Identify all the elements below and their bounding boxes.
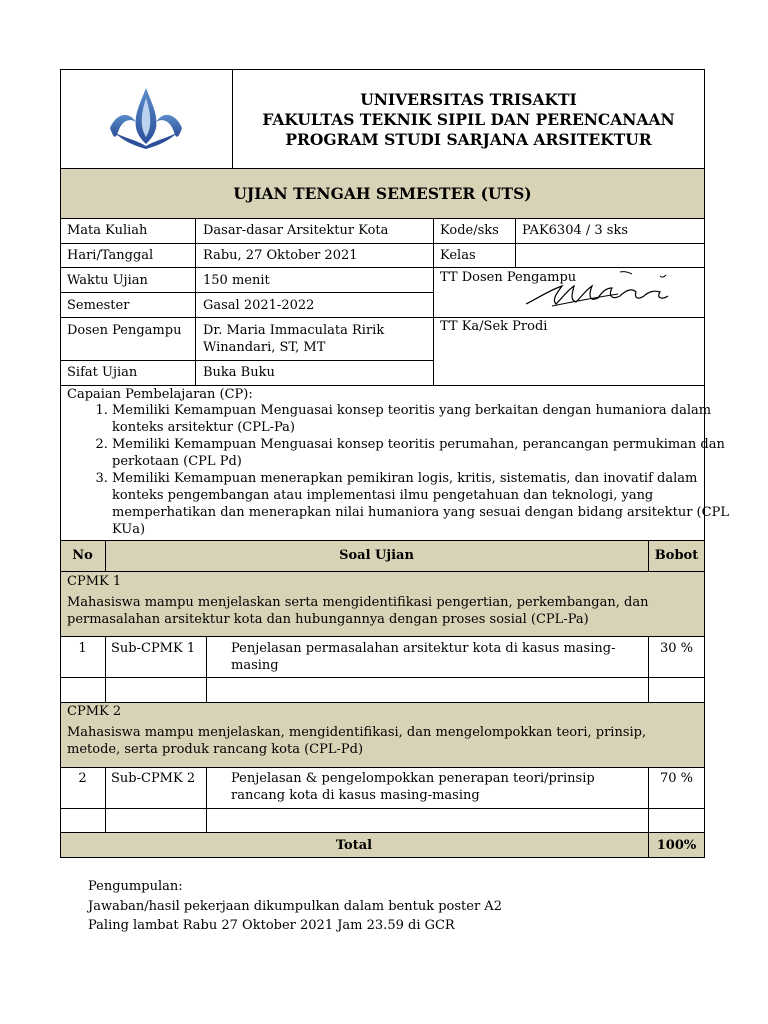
hari-value: Rabu, 27 Oktober 2021 bbox=[203, 248, 358, 263]
dosen-value-line2: Winandari, ST, MT bbox=[203, 340, 326, 355]
program-name: PROGRAM STUDI SARJANA ARSITEKTUR bbox=[285, 130, 652, 149]
total-label: Total bbox=[335, 838, 373, 853]
semester-label: Semester bbox=[67, 298, 130, 313]
row2-no: 2 bbox=[78, 771, 87, 786]
col-bobot: Bobot bbox=[654, 548, 699, 563]
semester-value: Gasal 2021-2022 bbox=[203, 298, 315, 313]
faculty-name: FAKULTAS TEKNIK SIPIL DAN PERENCANAAN bbox=[262, 110, 675, 129]
row1-no: 1 bbox=[78, 641, 87, 656]
cpmk1-title: CPMK 1 bbox=[67, 574, 122, 589]
footer-line3: Paling lambat Rabu 27 Oktober 2021 Jam 23.59 di GCR bbox=[88, 918, 455, 933]
cp-item: 1. Memiliki Kemampuan Menguasai konsep teoritis yang berkaitan dengan humaniora dalam konteks arsitektur (CPL-Pa) bbox=[112, 402, 752, 436]
sifat-value: Buka Buku bbox=[203, 365, 275, 380]
row1-soal-line2: masing bbox=[231, 658, 279, 673]
dosen-value-line1: Dr. Maria Immaculata Ririk bbox=[203, 323, 385, 338]
cpmk1-desc-line2: permasalahan arsitektur kota dan hubungannya dengan proses sosial (CPL-Pa) bbox=[67, 612, 589, 627]
row2-soal-line2: rancang kota di kasus masing-masing bbox=[231, 788, 480, 803]
university-name: UNIVERSITAS TRISAKTI bbox=[360, 90, 577, 109]
row1-soal-line1: Penjelasan permasalahan arsitektur kota di kasus masing- bbox=[231, 641, 616, 656]
mata-kuliah-label: Mata Kuliah bbox=[67, 223, 148, 238]
tt-kaprodi-label: TT Ka/Sek Prodi bbox=[440, 319, 548, 334]
trisakti-logo-icon bbox=[104, 84, 188, 150]
mata-kuliah-value: Dasar-dasar Arsitektur Kota bbox=[203, 223, 389, 238]
footer-line2: Jawaban/hasil pekerjaan dikumpulkan dalam bentuk poster A2 bbox=[88, 899, 502, 914]
waktu-value: 150 menit bbox=[203, 273, 270, 288]
cpmk1-desc-line1: Mahasiswa mampu menjelaskan serta mengidentifikasi pengertian, perkembangan, dan bbox=[67, 595, 649, 610]
row2-sub: Sub-CPMK 2 bbox=[111, 771, 196, 786]
cp-item: 2. Memiliki Kemampuan Menguasai konsep teoritis perumahan, perancangan permukiman dan perkotaan (CPL Pd) bbox=[112, 436, 752, 470]
kode-label: Kode/sks bbox=[440, 223, 499, 238]
kelas-label: Kelas bbox=[440, 248, 476, 263]
footer-line1: Pengumpulan: bbox=[88, 879, 183, 894]
cpmk2-title: CPMK 2 bbox=[67, 704, 122, 719]
cpmk2-desc-line2: metode, serta produk rancang kota (CPL-Pd) bbox=[67, 742, 364, 757]
row1-bobot: 30 % bbox=[659, 641, 694, 656]
kode-value: PAK6304 / 3 sks bbox=[522, 223, 629, 238]
col-no: No bbox=[72, 548, 93, 563]
col-soal: Soal Ujian bbox=[339, 548, 414, 563]
row2-soal-line1: Penjelasan & pengelompokkan penerapan teori/prinsip bbox=[231, 771, 595, 786]
row2-bobot: 70 % bbox=[659, 771, 694, 786]
exam-title: UJIAN TENGAH SEMESTER (UTS) bbox=[233, 184, 532, 203]
dosen-label: Dosen Pengampu bbox=[67, 323, 182, 338]
sifat-label: Sifat Ujian bbox=[67, 365, 138, 380]
row1-sub: Sub-CPMK 1 bbox=[111, 641, 196, 656]
hari-label: Hari/Tanggal bbox=[67, 248, 154, 263]
dosen-signature bbox=[522, 268, 672, 312]
tt-dosen-label: TT Dosen Pengampu bbox=[440, 270, 577, 285]
cp-list bbox=[66, 402, 752, 538]
cp-heading: Capaian Pembelajaran (CP): bbox=[67, 387, 253, 402]
cpmk2-desc-line1: Mahasiswa mampu menjelaskan, mengidentifikasi, dan mengelompokkan teori, prinsip, bbox=[67, 725, 647, 740]
total-value: 100% bbox=[656, 838, 697, 853]
cp-item: 3. Memiliki Kemampuan menerapkan pemikiran logis, kritis, sistematis, dan inovatif dalam konteks pengembangan atau implementasi ilmu pengetahuan dan teknologi, yang memperhatikan dan menerapkan nilai humaniora yang sesuai dengan bidang arsitektur (CPL KUa) bbox=[112, 470, 752, 538]
waktu-label: Waktu Ujian bbox=[67, 273, 148, 288]
